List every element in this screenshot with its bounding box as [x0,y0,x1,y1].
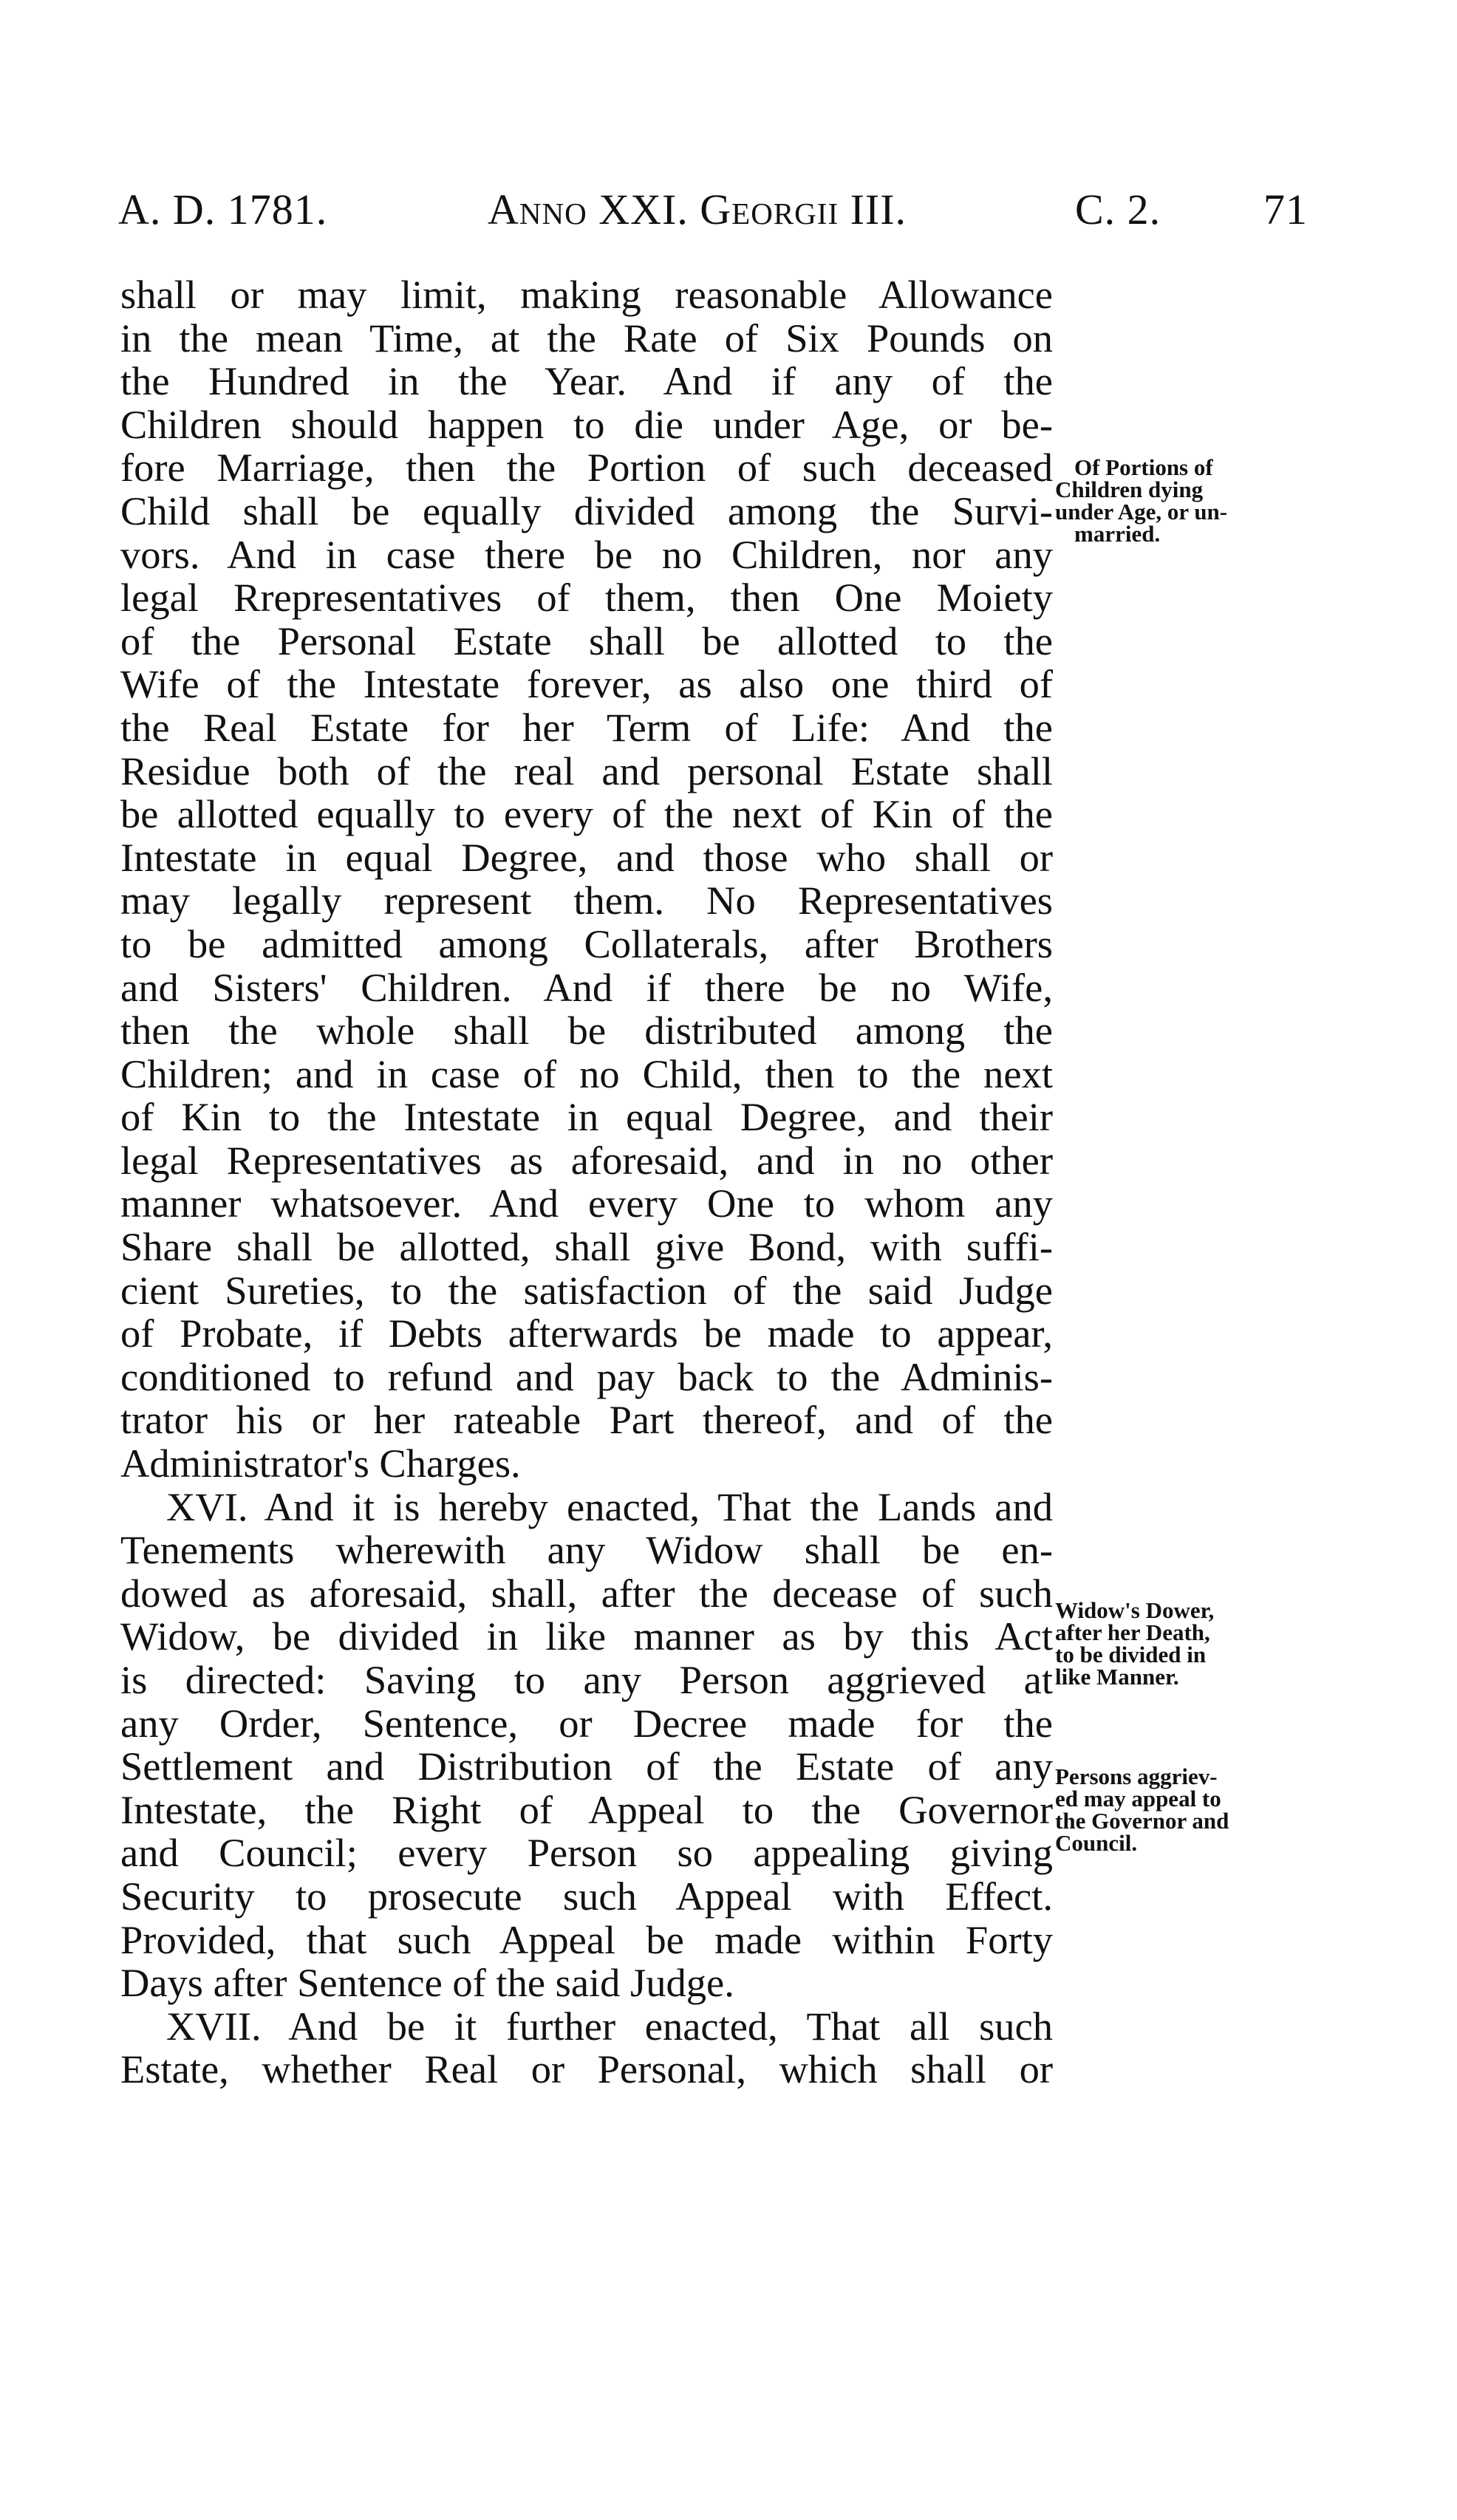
text-line: legal Rrepresentatives of them, then One Moiety [120,575,1053,621]
text-line: then the whole shall be distributed among the [120,1008,1053,1054]
text-line: Share shall be allotted, shall give Bond, with suffi- [120,1224,1053,1270]
section-xvii-opening: XVII. And be it further enacted, That all such [166,2003,1053,2049]
page-number: 71 [1263,185,1308,233]
marginal-note-widows-dower [1055,1599,1310,1688]
text-line: manner whatsoever. And every One to whom any [120,1181,1053,1226]
text-line: in the mean Time, at the Rate of Six Pounds on [120,315,1053,361]
running-head [118,185,1315,244]
text-line: Wife of the Intestate forever, as also one third of [120,661,1053,707]
marginal-line: after her Death, [1055,1619,1210,1645]
marginal-line: like Manner. [1055,1664,1179,1690]
marginal-line: ed may appeal to [1055,1786,1221,1812]
text-line: Children; and in case of no Child, then to the next [120,1051,1053,1096]
text-line: Estate, whether Real or Personal, which shall or [120,2046,1053,2092]
text-line: conditioned to refund and pay back to the Adminis- [120,1353,1053,1399]
text-line: fore Marriage, then the Portion of such deceased [120,445,1053,491]
text-line: to be admitted among Collaterals, after Brothers [120,921,1053,966]
header-chapter: C. 2. [1075,185,1161,233]
text-line: may legally represent them. No Representatives [120,878,1053,923]
text-line: of Kin to the Intestate in equal Degree, and their [120,1094,1053,1140]
text-line: the Real Estate for her Term of Life: And the [120,704,1053,750]
text-line: cient Sureties, to the satisfaction of the said Judge [120,1267,1053,1313]
text-line: Intestate, the Right of Appeal to the Governor [120,1786,1053,1832]
marginal-line: the Governor and [1055,1808,1229,1834]
text-line: is directed: Saving to any Person aggrieved at [120,1657,1053,1702]
text-line: the Hundred in the Year. And if any of the [120,358,1053,404]
text-line: Child shall be equally divided among the Survi- [120,488,1053,533]
text-line: Widow, be divided in like manner as by this Act [120,1614,1053,1659]
text-line: Days after Sentence of the said Judge. [120,1960,734,2006]
text-line: Intestate in equal Degree, and those who shall or [120,834,1053,880]
marginal-line: Council. [1055,1830,1138,1856]
marginal-line: Persons aggriev- [1055,1763,1218,1789]
header-regnal-year: Anno XXI. Georgii III. [488,185,907,233]
text-line: shall or may limit, making reasonable Allowance [120,272,1053,317]
section-xvi-opening: XVI. And it is hereby enacted, That the Lands and [166,1483,1053,1529]
marginal-line: Widow's Dower, [1055,1597,1215,1623]
text-line: Residue both of the real and personal Estate shall [120,748,1053,793]
text-line: of Probate, if Debts afterwards be made to appear, [120,1311,1053,1356]
text-line: any Order, Sentence, or Decree made for the [120,1700,1053,1746]
header-year: A. D. 1781. [118,185,328,233]
text-line: Children should happen to die under Age, or be- [120,401,1053,447]
text-line: Administrator's Charges. [120,1441,521,1486]
text-line: vors. And in case there be no Children, nor any [120,531,1053,577]
text-line: and Council; every Person so appealing giving [120,1830,1053,1876]
marginal-line: to be divided in [1055,1642,1207,1667]
marginal-line: Children dying [1055,477,1204,502]
marginal-line: under Age, or un- [1055,499,1228,525]
text-line: trator his or her rateable Part thereof, and of the [120,1397,1053,1443]
text-line: be allotted equally to every of the next of Kin of the [120,791,1053,837]
marginal-line: married. [1074,521,1161,547]
text-line: Settlement and Distribution of the Estate of any [120,1744,1053,1789]
text-line: Security to prosecute such Appeal with Effect. [120,1873,1053,1919]
marginal-line: Of Portions of [1074,454,1213,480]
main-text [120,273,1053,2092]
text-line: and Sisters' Children. And if there be no Wife, [120,964,1053,1010]
marginal-note-appeal [1055,1763,1310,1856]
text-line: Provided, that such Appeal be made within Forty [120,1916,1053,1962]
text-line: Tenements wherewith any Widow shall be en- [120,1527,1053,1573]
text-line: of the Personal Estate shall be allotted to the [120,618,1053,663]
marginal-note-portions [1055,454,1310,547]
text-line: dowed as aforesaid, shall, after the decease of such [120,1570,1053,1616]
text-line: legal Representatives as aforesaid, and in no other [120,1137,1053,1183]
